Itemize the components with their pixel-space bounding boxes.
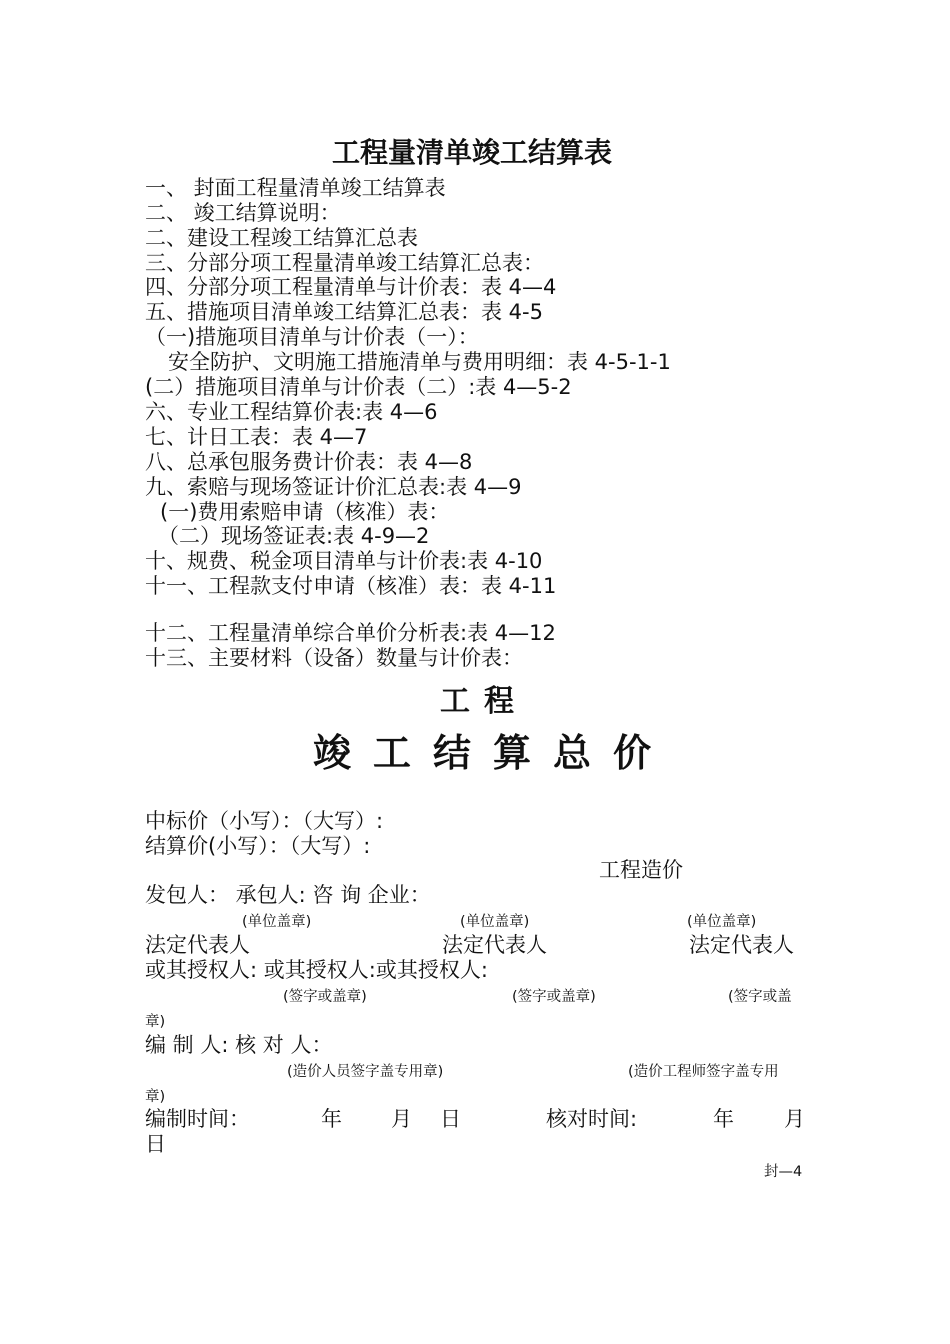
prepare-year: 年 [321, 1107, 342, 1131]
toc-item-9: (二）措施项目清单与计价表（二）:表 4—5-2 [145, 375, 572, 399]
sign-note-2: (签字或盖章) [512, 989, 596, 1005]
check-month: 月 [784, 1107, 805, 1131]
seal-note-1: (单位盖章) [242, 914, 312, 930]
toc-item-6: 五、措施项目清单竣工结算汇总表：表 4-5 [145, 300, 543, 324]
prepare-day: 日 [440, 1107, 461, 1131]
cover-main-title: 竣工结算总价 [313, 731, 674, 775]
toc-item-19: 十三、主要材料（设备）数量与计价表： [145, 646, 523, 670]
toc-item-13: 九、索赔与现场签证计价汇总表:表 4—9 [145, 475, 522, 499]
cost-staff-seal-note: (造价人员签字盖专用章) [287, 1064, 444, 1080]
cost-engineer-seal-note: (造价工程师签字盖专用 [628, 1064, 779, 1080]
toc-item-18: 十二、工程量清单综合单价分析表:表 4—12 [145, 621, 556, 645]
page-code: 封—4 [764, 1164, 803, 1180]
cost-engineer-seal-wrap: 章) [145, 1089, 166, 1105]
toc-item-2: 二、 竣工结算说明： [145, 201, 341, 225]
toc-item-1: 一、 封面工程量清单竣工结算表 [145, 176, 446, 200]
sign-note-wrap: 章) [145, 1014, 166, 1030]
prepare-month: 月 [391, 1107, 412, 1131]
cover-project-label: 工程 [440, 684, 528, 719]
seal-note-3: (单位盖章) [687, 914, 757, 930]
check-day: 日 [145, 1132, 166, 1156]
toc-item-5: 四、分部分项工程量清单与计价表：表 4—4 [145, 275, 557, 299]
document-title: 工程量清单竣工结算表 [332, 136, 613, 169]
toc-item-4: 三、分部分项工程量清单竣工结算汇总表： [145, 251, 544, 275]
toc-item-12: 八、总承包服务费计价表：表 4—8 [145, 450, 473, 474]
legal-rep-3: 法定代表人 [689, 933, 794, 957]
legal-rep-1: 法定代表人 [145, 933, 250, 957]
cost-consulting-label: 工程造价 [599, 858, 683, 882]
toc-item-14: (一)费用索赔申请（核准）表： [160, 500, 450, 524]
parties-line: 发包人： 承包人: 咨 询 企业： [145, 883, 431, 907]
sign-note-3: (签字或盖 [728, 989, 792, 1005]
settlement-price-line: 结算价(小写）：（大写）: [145, 834, 371, 858]
prepare-time-label: 编制时间： [145, 1107, 250, 1131]
toc-item-15: （二）现场签证表:表 4-9—2 [158, 524, 430, 548]
toc-item-10: 六、专业工程结算价表:表 4—6 [145, 400, 438, 424]
toc-item-16: 十、规费、税金项目清单与计价表:表 4-10 [145, 549, 543, 573]
toc-item-3: 二、建设工程竣工结算汇总表 [145, 226, 418, 250]
check-year: 年 [713, 1107, 734, 1131]
toc-item-17: 十一、工程款支付申请（核准）表：表 4-11 [145, 574, 557, 598]
toc-item-8: 安全防护、文明施工措施清单与费用明细：表 4-5-1-1 [168, 350, 671, 374]
sign-note-1: (签字或盖章) [283, 989, 367, 1005]
check-time-label: 核对时间: [546, 1107, 638, 1131]
seal-note-2: (单位盖章) [460, 914, 530, 930]
legal-rep-2: 法定代表人 [442, 933, 547, 957]
authorized-line: 或其授权人: 或其授权人:或其授权人: [145, 958, 488, 982]
toc-item-7: （一)措施项目清单与计价表（一）： [145, 325, 479, 349]
bid-price-line: 中标价（小写）：（大写）: [145, 809, 384, 833]
preparer-checker-line: 编 制 人: 核 对 人： [145, 1033, 333, 1057]
toc-item-11: 七、计日工表：表 4—7 [145, 425, 368, 449]
